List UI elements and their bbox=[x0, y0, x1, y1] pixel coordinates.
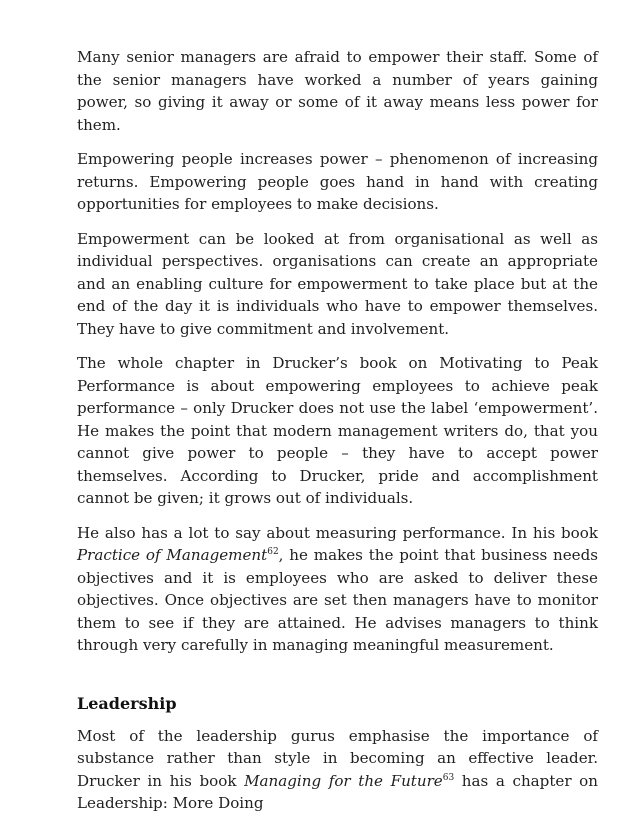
paragraph-drucker-motivating: The whole chapter in Drucker’s book on Motivating to Peak Performance is about empowering employees to achieve peak performance – only Drucker does not use the label ‘empowerment’. He makes the point that modern management writers do, that you cannot give power to people – they have to accept power themselves. According to Drucker, pride and accomplishment cannot be given; it grows out of individuals. bbox=[77, 354, 598, 507]
text-run: He also has a lot to say about measuring performance. In his book bbox=[77, 523, 598, 542]
document-page bbox=[77, 46, 598, 827]
paragraph-perspectives: Empowerment can be looked at from organisational as well as individual perspectives. organisations can create an appropriate and an enabling culture for empowerment to take place but at the end of the day it is individuals who have to empower themselves. They have to give commitment and involvement. bbox=[77, 229, 598, 338]
paragraph-measuring-performance bbox=[77, 522, 598, 657]
text-run: , he makes the point that business needs objectives and it is employees who are asked to deliver these objectives. Once objectives are set then managers have to monitor them to see if they are attained. He advises managers to think through very carefully in managing meaningful measurement. bbox=[77, 546, 599, 654]
text-run: Most of the leadership gurus emphasise the importance of substance rather than style in becoming an effective leader. Drucker in his book bbox=[77, 726, 598, 790]
paragraph-leadership-gurus bbox=[77, 725, 598, 815]
text-run: has a chapter on Leadership: More Doing bbox=[77, 771, 598, 812]
paragraph-increasing-returns: Empowering people increases power – phenomenon of increasing returns. Empowering people goes hand in hand with creating opportunities for employees to make decisions. bbox=[77, 150, 598, 213]
book-title: Managing for the Future bbox=[244, 771, 443, 790]
book-title: Practice of Management bbox=[77, 546, 268, 564]
footnote-marker: 62 bbox=[267, 546, 279, 557]
section-heading-leadership: Leadership bbox=[77, 693, 177, 713]
paragraph-empowerment-fear: Many senior managers are afraid to empower their staff. Some of the senior managers have worked a number of years gaining power, so giving it away or some of it away means less power for them. bbox=[77, 48, 598, 134]
footnote-marker: 63 bbox=[442, 772, 455, 783]
